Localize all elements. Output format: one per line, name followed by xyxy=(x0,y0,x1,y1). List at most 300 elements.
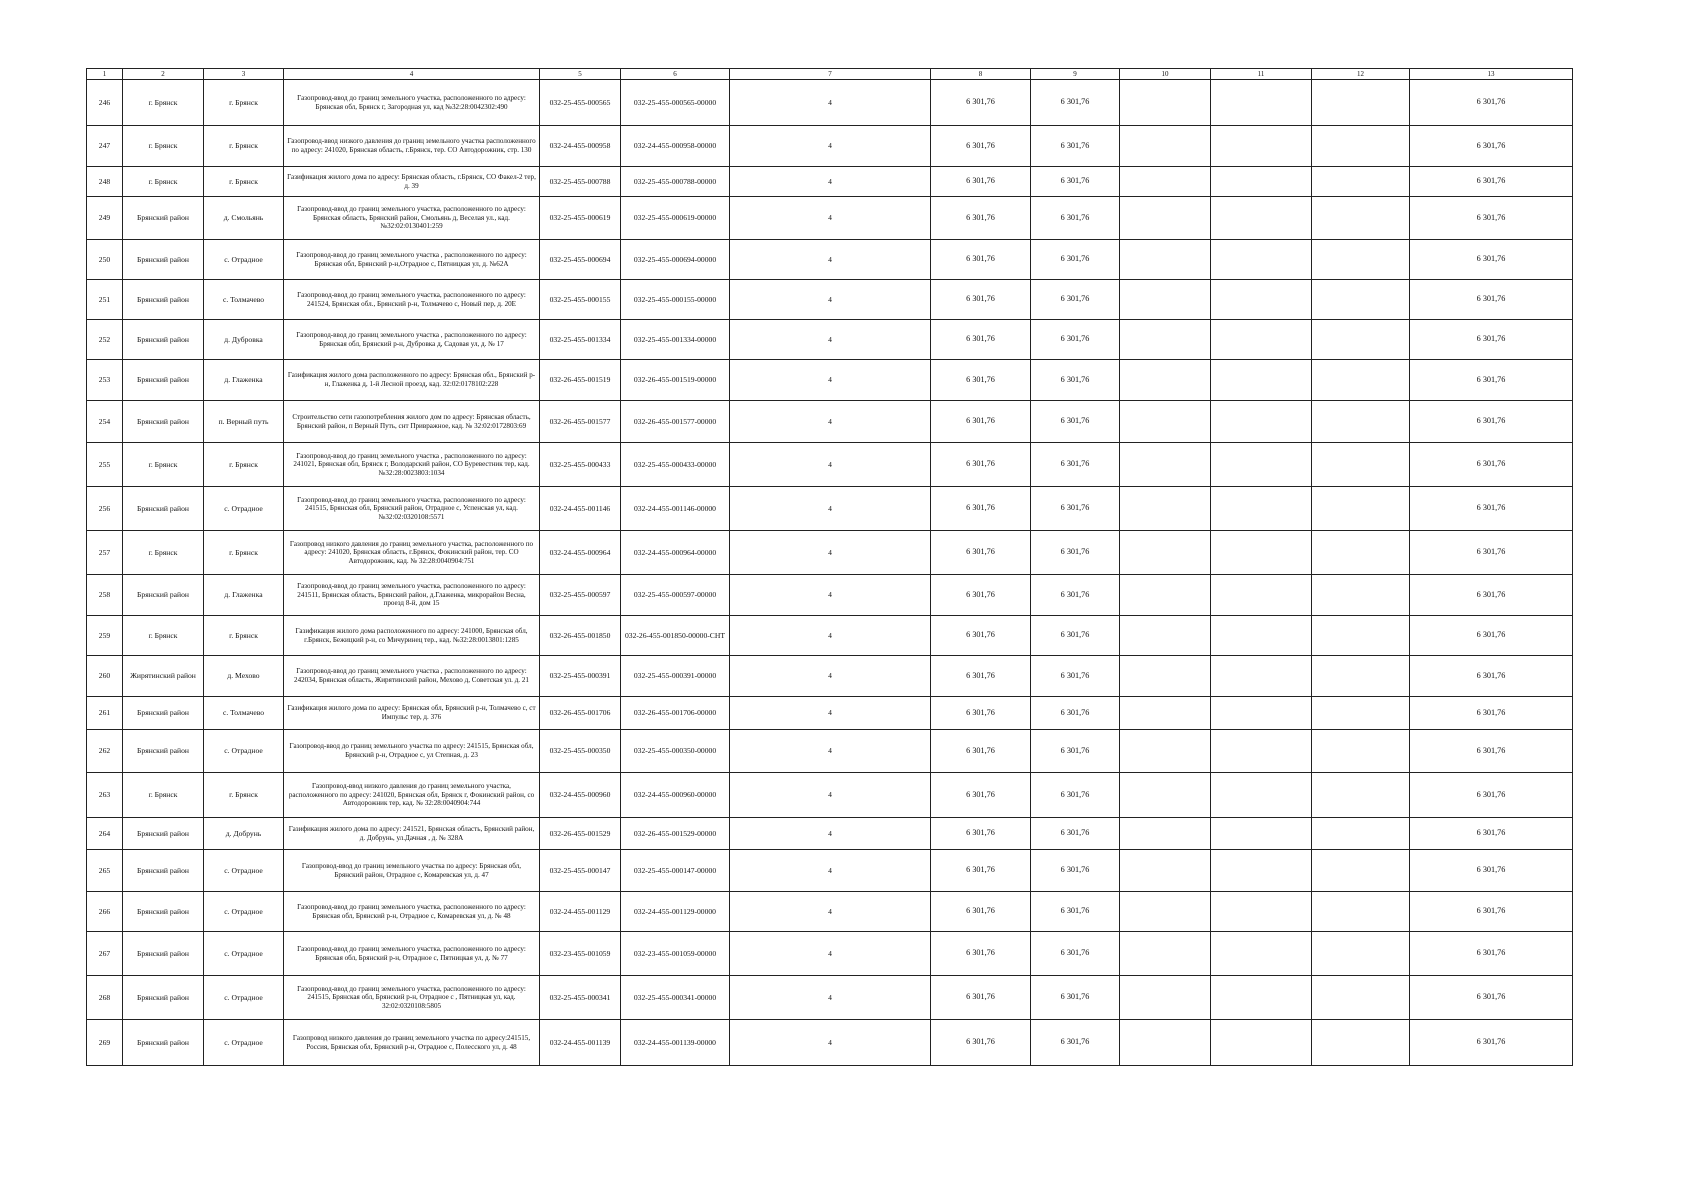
amount-cell: 6 301,76 xyxy=(931,616,1031,656)
table-row xyxy=(87,575,1573,616)
column-11-cell xyxy=(1211,320,1312,360)
column-11-cell xyxy=(1211,850,1312,892)
settlement-cell: г. Брянск xyxy=(204,443,284,487)
amount-cell: 6 301,76 xyxy=(1031,487,1120,531)
table-row xyxy=(87,240,1573,280)
settlement-cell: с. Отрадное xyxy=(204,1020,284,1066)
total-amount-cell: 6 301,76 xyxy=(1410,616,1573,656)
settlement-cell: г. Брянск xyxy=(204,531,284,575)
total-amount-cell: 6 301,76 xyxy=(1410,240,1573,280)
amount-cell: 6 301,76 xyxy=(931,730,1031,773)
column-10-cell xyxy=(1120,976,1211,1020)
object-description-cell: Газопровод-ввод до границ земельного участка , расположенного по адресу: 242034, Брянская область, Жирятинский район, Мехово д, Советская ул. д. 21 xyxy=(284,656,540,697)
application-number-cell: 032-26-455-001706 xyxy=(540,697,621,730)
column-12-cell xyxy=(1312,280,1410,320)
column-7-cell: 4 xyxy=(730,656,931,697)
column-number-header: 2 xyxy=(123,69,204,80)
amount-cell: 6 301,76 xyxy=(1031,575,1120,616)
column-11-cell xyxy=(1211,487,1312,531)
column-11-cell xyxy=(1211,697,1312,730)
column-11-cell xyxy=(1211,730,1312,773)
municipality-cell: Брянский район xyxy=(123,240,204,280)
column-11-cell xyxy=(1211,531,1312,575)
total-amount-cell: 6 301,76 xyxy=(1410,167,1573,197)
settlement-cell: г. Брянск xyxy=(204,126,284,167)
amount-cell: 6 301,76 xyxy=(1031,443,1120,487)
column-number-row xyxy=(87,69,1573,80)
amount-cell: 6 301,76 xyxy=(931,443,1031,487)
table-row xyxy=(87,126,1573,167)
municipality-cell: Брянский район xyxy=(123,280,204,320)
application-number-cell: 032-25-455-001334 xyxy=(540,320,621,360)
contract-number-cell: 032-25-455-000341-00000 xyxy=(621,976,730,1020)
column-7-cell: 4 xyxy=(730,892,931,932)
column-10-cell xyxy=(1120,280,1211,320)
amount-cell: 6 301,76 xyxy=(931,360,1031,401)
application-number-cell: 032-25-455-000565 xyxy=(540,80,621,126)
amount-cell: 6 301,76 xyxy=(1031,656,1120,697)
settlement-cell: с. Отрадное xyxy=(204,976,284,1020)
settlement-cell: г. Брянск xyxy=(204,616,284,656)
total-amount-cell: 6 301,76 xyxy=(1410,443,1573,487)
municipality-cell: Брянский район xyxy=(123,697,204,730)
register-table xyxy=(86,68,1573,1066)
column-10-cell xyxy=(1120,80,1211,126)
column-12-cell xyxy=(1312,730,1410,773)
object-description-cell: Газопровод-ввод до границ земельного участка по адресу: 241515, Брянская обл, Брянский р-н, Отрадное с, ул Степная, д. 23 xyxy=(284,730,540,773)
column-12-cell xyxy=(1312,320,1410,360)
application-number-cell: 032-26-455-001519 xyxy=(540,360,621,401)
column-12-cell xyxy=(1312,240,1410,280)
column-10-cell xyxy=(1120,892,1211,932)
row-number-cell: 257 xyxy=(87,531,123,575)
column-11-cell xyxy=(1211,443,1312,487)
object-description-cell: Газопровод-ввод до границ земельного участка, расположенного по адресу: Брянская обл, Брянск г, Загородная ул, кад №32:28:0042302:490 xyxy=(284,80,540,126)
column-12-cell xyxy=(1312,616,1410,656)
column-10-cell xyxy=(1120,730,1211,773)
amount-cell: 6 301,76 xyxy=(931,773,1031,818)
amount-cell: 6 301,76 xyxy=(1031,697,1120,730)
amount-cell: 6 301,76 xyxy=(1031,360,1120,401)
table-row xyxy=(87,773,1573,818)
application-number-cell: 032-24-455-000964 xyxy=(540,531,621,575)
amount-cell: 6 301,76 xyxy=(931,818,1031,850)
settlement-cell: г. Брянск xyxy=(204,167,284,197)
amount-cell: 6 301,76 xyxy=(1031,892,1120,932)
column-7-cell: 4 xyxy=(730,976,931,1020)
amount-cell: 6 301,76 xyxy=(1031,320,1120,360)
row-number-cell: 251 xyxy=(87,280,123,320)
column-12-cell xyxy=(1312,401,1410,443)
column-11-cell xyxy=(1211,1020,1312,1066)
settlement-cell: с. Отрадное xyxy=(204,730,284,773)
table-row xyxy=(87,656,1573,697)
contract-number-cell: 032-25-455-000597-00000 xyxy=(621,575,730,616)
column-12-cell xyxy=(1312,126,1410,167)
settlement-cell: д. Дубровка xyxy=(204,320,284,360)
table-row xyxy=(87,167,1573,197)
row-number-cell: 259 xyxy=(87,616,123,656)
object-description-cell: Газопровод-ввод до границ земельного участка, расположенного по адресу: Брянская обл, Брянский р-н, Отрадное с, Пятницкая ул, д. № 77 xyxy=(284,932,540,976)
object-description-cell: Газификация жилого дома по адресу: Брянская обл, Брянский р-н, Толмачево с, ст Импульс тер, д. 376 xyxy=(284,697,540,730)
municipality-cell: Брянский район xyxy=(123,401,204,443)
settlement-cell: д. Глаженка xyxy=(204,360,284,401)
contract-number-cell: 032-25-455-000350-00000 xyxy=(621,730,730,773)
column-10-cell xyxy=(1120,818,1211,850)
total-amount-cell: 6 301,76 xyxy=(1410,401,1573,443)
object-description-cell: Газопровод-ввод до границ земельного участка, расположенного по адресу: 241515, Брянская обл, Брянский р-н, Отрадное с , Пятницкая ул, кад. 32:02:0320108:5805 xyxy=(284,976,540,1020)
application-number-cell: 032-24-455-001146 xyxy=(540,487,621,531)
contract-number-cell: 032-25-455-000565-00000 xyxy=(621,80,730,126)
total-amount-cell: 6 301,76 xyxy=(1410,197,1573,240)
total-amount-cell: 6 301,76 xyxy=(1410,80,1573,126)
object-description-cell: Строительство сети газопотребления жилого дом по адресу: Брянская область, Брянский район, п Верный Путь, снт Привражное, кад. № 32:02:0172803:69 xyxy=(284,401,540,443)
column-12-cell xyxy=(1312,487,1410,531)
table-row xyxy=(87,1020,1573,1066)
municipality-cell: Брянский район xyxy=(123,730,204,773)
column-10-cell xyxy=(1120,697,1211,730)
row-number-cell: 258 xyxy=(87,575,123,616)
column-11-cell xyxy=(1211,360,1312,401)
column-7-cell: 4 xyxy=(730,932,931,976)
column-number-header: 13 xyxy=(1410,69,1573,80)
contract-number-cell: 032-25-455-000433-00000 xyxy=(621,443,730,487)
table-row xyxy=(87,976,1573,1020)
row-number-cell: 264 xyxy=(87,818,123,850)
settlement-cell: с. Толмачево xyxy=(204,280,284,320)
application-number-cell: 032-25-455-000155 xyxy=(540,280,621,320)
total-amount-cell: 6 301,76 xyxy=(1410,575,1573,616)
total-amount-cell: 6 301,76 xyxy=(1410,656,1573,697)
column-7-cell: 4 xyxy=(730,240,931,280)
column-12-cell xyxy=(1312,575,1410,616)
table-row xyxy=(87,280,1573,320)
column-12-cell xyxy=(1312,773,1410,818)
row-number-cell: 267 xyxy=(87,932,123,976)
object-description-cell: Газопровод-ввод до границ земельного участка, расположенного по адресу: Брянская обл, Брянский р-н, Отрадное с, Комаревская ул, д. № 48 xyxy=(284,892,540,932)
object-description-cell: Газопровод-ввод до границ земельного участка , расположенного по адресу: 241021, Брянская обл, Брянск г, Володарский район, СО Буревестник тер, кад. №32:28:0023803:1034 xyxy=(284,443,540,487)
application-number-cell: 032-25-455-000341 xyxy=(540,976,621,1020)
row-number-cell: 253 xyxy=(87,360,123,401)
column-11-cell xyxy=(1211,892,1312,932)
object-description-cell: Газопровод-ввод до границ земельного участка по адресу: Брянская обл, Брянский район, Отрадное с, Комаревская ул, д. 47 xyxy=(284,850,540,892)
object-description-cell: Газификация жилого дома по адресу: Брянская область, г.Брянск, СО Факел-2 тер, д. 39 xyxy=(284,167,540,197)
amount-cell: 6 301,76 xyxy=(931,850,1031,892)
municipality-cell: Брянский район xyxy=(123,487,204,531)
row-number-cell: 249 xyxy=(87,197,123,240)
column-number-header: 12 xyxy=(1312,69,1410,80)
column-12-cell xyxy=(1312,932,1410,976)
row-number-cell: 256 xyxy=(87,487,123,531)
column-11-cell xyxy=(1211,773,1312,818)
amount-cell: 6 301,76 xyxy=(931,531,1031,575)
contract-number-cell: 032-26-455-001850-00000-СНТ xyxy=(621,616,730,656)
application-number-cell: 032-24-455-001139 xyxy=(540,1020,621,1066)
object-description-cell: Газопровод-ввод низкого давления до границ земельного участка расположенного по адресу: 241020, Брянская область, г.Брянск, тер. СО Автодорожник, стр. 130 xyxy=(284,126,540,167)
application-number-cell: 032-26-455-001529 xyxy=(540,818,621,850)
amount-cell: 6 301,76 xyxy=(1031,932,1120,976)
column-7-cell: 4 xyxy=(730,773,931,818)
application-number-cell: 032-25-455-000350 xyxy=(540,730,621,773)
table-row xyxy=(87,730,1573,773)
row-number-cell: 250 xyxy=(87,240,123,280)
object-description-cell: Газопровод низкого давления до границ земельного участка, расположенного по адресу: 241020, Брянская область, г.Брянск, Фокинский район, тер. СО Автодорожник, кад. № 32:28:0040904:751 xyxy=(284,531,540,575)
contract-number-cell: 032-26-455-001519-00000 xyxy=(621,360,730,401)
settlement-cell: с. Отрадное xyxy=(204,892,284,932)
application-number-cell: 032-25-455-000597 xyxy=(540,575,621,616)
row-number-cell: 247 xyxy=(87,126,123,167)
application-number-cell: 032-25-455-000788 xyxy=(540,167,621,197)
settlement-cell: с. Отрадное xyxy=(204,240,284,280)
amount-cell: 6 301,76 xyxy=(1031,401,1120,443)
column-11-cell xyxy=(1211,932,1312,976)
column-7-cell: 4 xyxy=(730,167,931,197)
table-row xyxy=(87,80,1573,126)
column-7-cell: 4 xyxy=(730,616,931,656)
amount-cell: 6 301,76 xyxy=(1031,280,1120,320)
municipality-cell: г. Брянск xyxy=(123,167,204,197)
column-12-cell xyxy=(1312,818,1410,850)
amount-cell: 6 301,76 xyxy=(931,1020,1031,1066)
column-7-cell: 4 xyxy=(730,575,931,616)
row-number-cell: 248 xyxy=(87,167,123,197)
table-row xyxy=(87,197,1573,240)
object-description-cell: Газопровод-ввод до границ земельного участка , расположенного по адресу: Брянская обл, Брянский р-н,Отрадное с, Пятницкая ул, д. №62А xyxy=(284,240,540,280)
municipality-cell: Жирятинский район xyxy=(123,656,204,697)
column-10-cell xyxy=(1120,656,1211,697)
contract-number-cell: 032-26-455-001577-00000 xyxy=(621,401,730,443)
row-number-cell: 269 xyxy=(87,1020,123,1066)
contract-number-cell: 032-25-455-000155-00000 xyxy=(621,280,730,320)
contract-number-cell: 032-25-455-000147-00000 xyxy=(621,850,730,892)
column-12-cell xyxy=(1312,531,1410,575)
column-11-cell xyxy=(1211,126,1312,167)
contract-number-cell: 032-24-455-001146-00000 xyxy=(621,487,730,531)
settlement-cell: д. Смольянь xyxy=(204,197,284,240)
column-11-cell xyxy=(1211,818,1312,850)
settlement-cell: с. Толмачево xyxy=(204,697,284,730)
column-number-header: 11 xyxy=(1211,69,1312,80)
application-number-cell: 032-25-455-000433 xyxy=(540,443,621,487)
column-12-cell xyxy=(1312,167,1410,197)
settlement-cell: п. Верный путь xyxy=(204,401,284,443)
application-number-cell: 032-25-455-000619 xyxy=(540,197,621,240)
amount-cell: 6 301,76 xyxy=(931,320,1031,360)
amount-cell: 6 301,76 xyxy=(931,197,1031,240)
object-description-cell: Газопровод-ввод до границ земельного участка, расположенного по адресу: 241511, Брянская область, Брянский район, д.Глаженка, микрорайон Весна, проезд 8-й, дом 15 xyxy=(284,575,540,616)
contract-number-cell: 032-24-455-001129-00000 xyxy=(621,892,730,932)
settlement-cell: д. Мехово xyxy=(204,656,284,697)
column-7-cell: 4 xyxy=(730,80,931,126)
column-12-cell xyxy=(1312,656,1410,697)
column-number-header: 8 xyxy=(931,69,1031,80)
total-amount-cell: 6 301,76 xyxy=(1410,818,1573,850)
object-description-cell: Газопровод-ввод до границ земельного участка, расположенного по адресу: 241515, Брянская обл, Брянский район, Отрадное с, Успенская ул, кад. №32:02:0320108:5571 xyxy=(284,487,540,531)
column-7-cell: 4 xyxy=(730,280,931,320)
total-amount-cell: 6 301,76 xyxy=(1410,487,1573,531)
column-10-cell xyxy=(1120,197,1211,240)
object-description-cell: Газопровод низкого давления до границ земельного участка по адресу:241515, Россия, Брянская обл, Брянский р-н, Отрадное с, Полесского ул, д. 48 xyxy=(284,1020,540,1066)
row-number-cell: 252 xyxy=(87,320,123,360)
row-number-cell: 261 xyxy=(87,697,123,730)
table-row xyxy=(87,850,1573,892)
column-7-cell: 4 xyxy=(730,697,931,730)
municipality-cell: Брянский район xyxy=(123,197,204,240)
settlement-cell: с. Отрадное xyxy=(204,487,284,531)
column-12-cell xyxy=(1312,892,1410,932)
municipality-cell: г. Брянск xyxy=(123,616,204,656)
amount-cell: 6 301,76 xyxy=(931,126,1031,167)
amount-cell: 6 301,76 xyxy=(931,976,1031,1020)
amount-cell: 6 301,76 xyxy=(931,80,1031,126)
contract-number-cell: 032-23-455-001059-00000 xyxy=(621,932,730,976)
column-12-cell xyxy=(1312,1020,1410,1066)
table-row xyxy=(87,616,1573,656)
column-10-cell xyxy=(1120,531,1211,575)
table-row xyxy=(87,818,1573,850)
column-11-cell xyxy=(1211,80,1312,126)
amount-cell: 6 301,76 xyxy=(931,401,1031,443)
amount-cell: 6 301,76 xyxy=(931,167,1031,197)
table-row xyxy=(87,531,1573,575)
application-number-cell: 032-26-455-001577 xyxy=(540,401,621,443)
total-amount-cell: 6 301,76 xyxy=(1410,850,1573,892)
contract-number-cell: 032-24-455-000964-00000 xyxy=(621,531,730,575)
municipality-cell: г. Брянск xyxy=(123,80,204,126)
column-12-cell xyxy=(1312,976,1410,1020)
amount-cell: 6 301,76 xyxy=(1031,197,1120,240)
column-10-cell xyxy=(1120,240,1211,280)
column-7-cell: 4 xyxy=(730,1020,931,1066)
amount-cell: 6 301,76 xyxy=(931,280,1031,320)
column-12-cell xyxy=(1312,360,1410,401)
municipality-cell: г. Брянск xyxy=(123,531,204,575)
column-number-header: 9 xyxy=(1031,69,1120,80)
column-7-cell: 4 xyxy=(730,730,931,773)
municipality-cell: г. Брянск xyxy=(123,773,204,818)
column-10-cell xyxy=(1120,401,1211,443)
column-10-cell xyxy=(1120,932,1211,976)
settlement-cell: с. Отрадное xyxy=(204,932,284,976)
row-number-cell: 262 xyxy=(87,730,123,773)
column-7-cell: 4 xyxy=(730,126,931,167)
amount-cell: 6 301,76 xyxy=(1031,80,1120,126)
total-amount-cell: 6 301,76 xyxy=(1410,976,1573,1020)
municipality-cell: Брянский район xyxy=(123,320,204,360)
contract-number-cell: 032-26-455-001706-00000 xyxy=(621,697,730,730)
contract-number-cell: 032-25-455-000694-00000 xyxy=(621,240,730,280)
object-description-cell: Газификация жилого дома расположенного по адресу: Брянская обл., Брянский р-н, Глаженка д, 1-й Лесной проезд, кад. 32:02:0178102:228 xyxy=(284,360,540,401)
table-row xyxy=(87,932,1573,976)
object-description-cell: Газификация жилого дома расположенного по адресу: 241000, Брянская обл, г.Брянск, Бежицкий р-н, со Мичуринец тер., кад. №32:28:0013801:1285 xyxy=(284,616,540,656)
column-number-header: 1 xyxy=(87,69,123,80)
row-number-cell: 268 xyxy=(87,976,123,1020)
amount-cell: 6 301,76 xyxy=(1031,616,1120,656)
contract-number-cell: 032-25-455-000619-00000 xyxy=(621,197,730,240)
amount-cell: 6 301,76 xyxy=(931,240,1031,280)
column-7-cell: 4 xyxy=(730,531,931,575)
total-amount-cell: 6 301,76 xyxy=(1410,280,1573,320)
table-row xyxy=(87,320,1573,360)
amount-cell: 6 301,76 xyxy=(931,697,1031,730)
row-number-cell: 263 xyxy=(87,773,123,818)
column-12-cell xyxy=(1312,443,1410,487)
municipality-cell: Брянский район xyxy=(123,1020,204,1066)
municipality-cell: г. Брянск xyxy=(123,443,204,487)
table-row xyxy=(87,697,1573,730)
column-10-cell xyxy=(1120,575,1211,616)
amount-cell: 6 301,76 xyxy=(931,892,1031,932)
column-11-cell xyxy=(1211,167,1312,197)
total-amount-cell: 6 301,76 xyxy=(1410,892,1573,932)
column-11-cell xyxy=(1211,575,1312,616)
amount-cell: 6 301,76 xyxy=(1031,126,1120,167)
amount-cell: 6 301,76 xyxy=(1031,976,1120,1020)
column-11-cell xyxy=(1211,656,1312,697)
total-amount-cell: 6 301,76 xyxy=(1410,531,1573,575)
contract-number-cell: 032-25-455-001334-00000 xyxy=(621,320,730,360)
amount-cell: 6 301,76 xyxy=(1031,850,1120,892)
application-number-cell: 032-26-455-001850 xyxy=(540,616,621,656)
column-7-cell: 4 xyxy=(730,850,931,892)
column-10-cell xyxy=(1120,773,1211,818)
column-11-cell xyxy=(1211,240,1312,280)
contract-number-cell: 032-25-455-000391-00000 xyxy=(621,656,730,697)
settlement-cell: с. Отрадное xyxy=(204,850,284,892)
settlement-cell: г. Брянск xyxy=(204,80,284,126)
column-7-cell: 4 xyxy=(730,443,931,487)
column-11-cell xyxy=(1211,280,1312,320)
column-7-cell: 4 xyxy=(730,197,931,240)
application-number-cell: 032-25-455-000147 xyxy=(540,850,621,892)
application-number-cell: 032-25-455-000694 xyxy=(540,240,621,280)
amount-cell: 6 301,76 xyxy=(931,932,1031,976)
object-description-cell: Газопровод-ввод низкого давления до границ земельного участка, расположенного по адресу: 241020, Брянская обл, Брянск г, Фокинский район, со Автодорожник тер, кад. № 32:28:0040904:744 xyxy=(284,773,540,818)
column-7-cell: 4 xyxy=(730,487,931,531)
total-amount-cell: 6 301,76 xyxy=(1410,320,1573,360)
application-number-cell: 032-23-455-001059 xyxy=(540,932,621,976)
object-description-cell: Газификация жилого дома по адресу: 241521, Брянская область, Брянский район, д. Добрунь, ул.Дачная , д. № 328А xyxy=(284,818,540,850)
total-amount-cell: 6 301,76 xyxy=(1410,773,1573,818)
settlement-cell: г. Брянск xyxy=(204,773,284,818)
table-row xyxy=(87,360,1573,401)
column-7-cell: 4 xyxy=(730,360,931,401)
row-number-cell: 246 xyxy=(87,80,123,126)
column-10-cell xyxy=(1120,360,1211,401)
column-12-cell xyxy=(1312,850,1410,892)
column-number-header: 4 xyxy=(284,69,540,80)
table-row xyxy=(87,487,1573,531)
total-amount-cell: 6 301,76 xyxy=(1410,697,1573,730)
amount-cell: 6 301,76 xyxy=(1031,730,1120,773)
column-number-header: 10 xyxy=(1120,69,1211,80)
amount-cell: 6 301,76 xyxy=(1031,531,1120,575)
column-7-cell: 4 xyxy=(730,320,931,360)
row-number-cell: 266 xyxy=(87,892,123,932)
contract-number-cell: 032-24-455-000958-00000 xyxy=(621,126,730,167)
object-description-cell: Газопровод-ввод до границ земельного участка , расположенного по адресу: Брянская обл, Брянский р-н, Дубровка д, Садовая ул, д. № 17 xyxy=(284,320,540,360)
object-description-cell: Газопровод-ввод до границ земельного участка, расположенного по адресу: 241524, Брянская обл., Брянский р-н, Толмачево с, Новый пер, д. 20Е xyxy=(284,280,540,320)
row-number-cell: 260 xyxy=(87,656,123,697)
settlement-cell: д. Добрунь xyxy=(204,818,284,850)
municipality-cell: Брянский район xyxy=(123,360,204,401)
municipality-cell: Брянский район xyxy=(123,575,204,616)
municipality-cell: Брянский район xyxy=(123,932,204,976)
amount-cell: 6 301,76 xyxy=(931,575,1031,616)
total-amount-cell: 6 301,76 xyxy=(1410,730,1573,773)
column-number-header: 6 xyxy=(621,69,730,80)
municipality-cell: Брянский район xyxy=(123,892,204,932)
